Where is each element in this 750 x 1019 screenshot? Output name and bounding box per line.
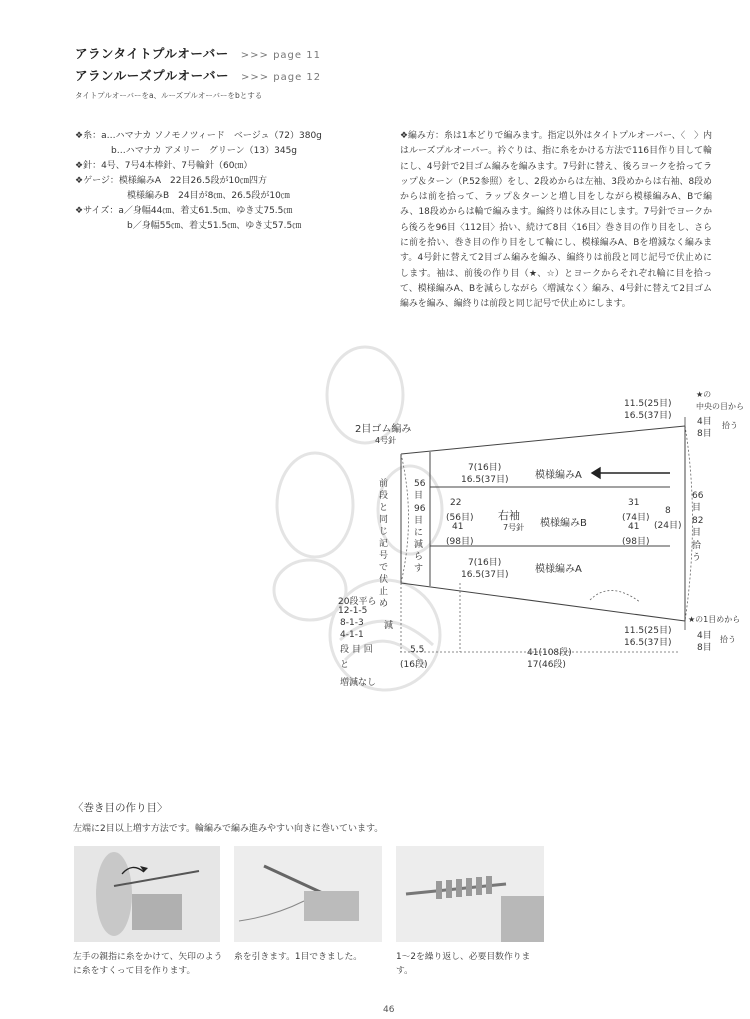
spec-gauge-b — [75, 189, 322, 204]
diagram-sleeve-name: 右袖 — [498, 509, 520, 522]
spec-gauge-a: ❖ゲージ：模様編みA 22目26.5段が10㎝四方 — [75, 176, 267, 186]
diagram-pick-bot-3: 拾う — [720, 635, 736, 644]
diagram-right-mid4: (98目) — [622, 537, 650, 547]
diagram-right-mid1: 31 — [628, 498, 640, 508]
diagram-pick-top-2: 8目 — [697, 429, 712, 439]
title-loose-text: アランルーズプルオーバー — [75, 68, 229, 83]
diagram-len-16-rows: (16段) — [400, 660, 428, 670]
diagram-b-left2: (56目) — [446, 513, 474, 523]
diagram-right-66: 66目 — [692, 491, 704, 513]
diagram-dec-reduce: 減 — [384, 621, 394, 631]
diagram-right-8: 8 — [665, 506, 671, 516]
diagram-right-pick: 拾う — [692, 541, 702, 563]
page-ref-loose: >>> page 12 — [240, 72, 322, 83]
step-3-caption: 1～2を繰り返し、必要目数作ります。 — [396, 952, 531, 976]
diagram-dec-and: と — [340, 660, 350, 670]
spec-yarn-a: ❖糸：a…ハマナカ ソノモノツィード ベージュ（72）380g — [75, 131, 322, 141]
diagram-right-mid3: 41 — [628, 522, 640, 532]
diagram-len-5-5: 5.5 — [410, 645, 425, 655]
hand-knitting-icon — [74, 846, 220, 942]
spec-needle: ❖針：4号、7号4本棒針、7号輪針（60㎝） — [75, 161, 253, 171]
title-tight-text: アランタイトプルオーバー — [75, 46, 229, 61]
diagram-a-bot-width: 7(16目) — [468, 558, 502, 568]
diagram-no-inc-dec: 増減なし — [340, 678, 377, 688]
instructions-text: ❖編み方：糸は1本どりで編みます。指定以外はタイトプルオーバー、〈 〉内はルーズプルオーバー。衿ぐりは、指に糸をかける方法で116目作り目して輪にし、4号針で2目ゴム編みを編みます。7号針に替え、後ろヨークを拾ってラップ＆ターン（P.52参照）をし、2段めからは左袖、3段めからは右袖、8段めからは前を拾って、ラップ＆ターンと増し目をしながら模様編みA、Bで編み、18段めからは輪で編みます。編終りは休み目にします。7号針でヨークから後ろを96目〈112目〉拾い、続けて8目〈16目〉巻き目の作り目をし、さらに前を拾い、巻き目の作り目をして輪にし、模様編みA、Bを増減なく編みます。4号針に替えて2目ゴム編みを編み、編終りは前段と同じ記号で伏止めにします。袖は、前後の作り目（★、☆）とヨークからそれぞれ輪に目を拾って、模様編みA、Bを減らしながら〈増減なく〉編み、4号針に替えて2目ゴム編みを編み、編終りは前段と同じ記号で伏止めにします。 — [400, 131, 712, 310]
step-3-photo — [396, 846, 544, 942]
diagram-b-left1: 22 — [450, 498, 462, 508]
step-1-photo — [74, 846, 220, 942]
step-1-caption: 左手の親指に糸をかけて、矢印のように糸をすくって目を作ります。 — [73, 952, 223, 976]
specs-block — [75, 129, 322, 234]
diagram-label-a-top: 模様編みA — [535, 470, 582, 481]
spec-yarn-b-text: b…ハマナカ アメリー グリーン（13）345g — [111, 146, 298, 156]
diagram-a-top-width2: 16.5(37目) — [461, 475, 509, 485]
pattern-title-loose — [75, 66, 321, 84]
diagram-right-24: (24目) — [654, 521, 682, 531]
diagram-pick-top-1: 4目 — [697, 417, 712, 427]
diagram-dec-4-1-1: 4-1-1 — [340, 630, 364, 640]
stitches-on-needle-icon — [396, 846, 544, 942]
diagram-top-right2: 16.5(37目) — [624, 411, 672, 421]
diagram-star-first: ★の1目めから — [688, 615, 741, 624]
diagram-pick-top-3: 拾う — [722, 421, 738, 430]
diagram-b-left3: 41 — [452, 522, 464, 532]
diagram-star-center-b: 中央の目から — [696, 402, 744, 411]
diagram-len-17: 17(46段) — [527, 660, 566, 670]
diagram-right-82: 82目 — [692, 516, 704, 538]
diagram-a-top-width: 7(16目) — [468, 463, 502, 473]
diagram-pick-bot-2: 8目 — [697, 643, 712, 653]
diagram-dec-12-1-5: 12-1-5 — [338, 606, 368, 616]
diagram-sleeve-needle: 7号針 — [503, 523, 525, 532]
step-2-photo — [234, 846, 382, 942]
cast-on-title: 〈巻き目の作り目〉 — [73, 802, 168, 814]
step-2-caption: 糸を引きます。1目できました。 — [234, 952, 363, 962]
diagram-dec-row-st-times: 段 目 回 — [340, 645, 373, 655]
needle-yarn-icon — [234, 846, 382, 942]
diagram-ribbing-needle: 4号針 — [375, 436, 397, 445]
diagram-56-stitches: 56目 — [414, 479, 426, 501]
spec-size-a: ❖サイズ：a／身幅44㎝、着丈61.5㎝、ゆき丈75.5㎝ — [75, 206, 293, 216]
diagram-dec-8-1-3: 8-1-3 — [340, 618, 364, 628]
spec-size-b — [75, 219, 322, 234]
diagram-pick-bot-1: 4目 — [697, 631, 712, 641]
diagram-ribbing-label: 2目ゴム編み — [355, 424, 412, 435]
diagram-a-bot-width2: 16.5(37目) — [461, 570, 509, 580]
page-number: 46 — [383, 1005, 395, 1015]
diagram-dec-20-rows: 20段平ら — [338, 597, 377, 607]
page-ref-tight: >>> page 11 — [240, 50, 321, 61]
diagram-bot-right2: 16.5(37目) — [624, 638, 672, 648]
diagram-top-right1: 11.5(25目) — [624, 399, 672, 409]
spec-size-b-text: b／身幅55㎝、着丈51.5㎝、ゆき丈57.5㎝ — [127, 221, 302, 231]
cast-on-description: 左端に2目以上増す方法です。輪編みで編み進みやすい向きに巻いています。 — [73, 824, 384, 834]
diagram-label-b: 模様編みB — [540, 518, 587, 529]
diagram-bindoff-vertical: 前段と同じ記号で伏止め — [379, 479, 389, 609]
spec-yarn-b — [75, 144, 322, 159]
diagram-label-a-bot: 模様編みA — [535, 564, 582, 575]
diagram-len-41: 41(108段) — [527, 648, 572, 658]
diagram-star-center-a: ★の — [696, 390, 712, 399]
diagram-bot-right1: 11.5(25目) — [624, 626, 672, 636]
diagram-b-left4: (98目) — [446, 537, 474, 547]
header-note: タイトプルオーバーをa、ルーズプルオーバーをbとする — [75, 91, 263, 100]
pattern-title-tight — [75, 44, 321, 62]
spec-gauge-b-text: 模様編みB 24目が8㎝、26.5段が10㎝ — [127, 191, 290, 201]
diagram-right-mid2: (74目) — [622, 513, 650, 523]
diagram-decrease-to-96: 96目に減らす — [414, 504, 426, 574]
